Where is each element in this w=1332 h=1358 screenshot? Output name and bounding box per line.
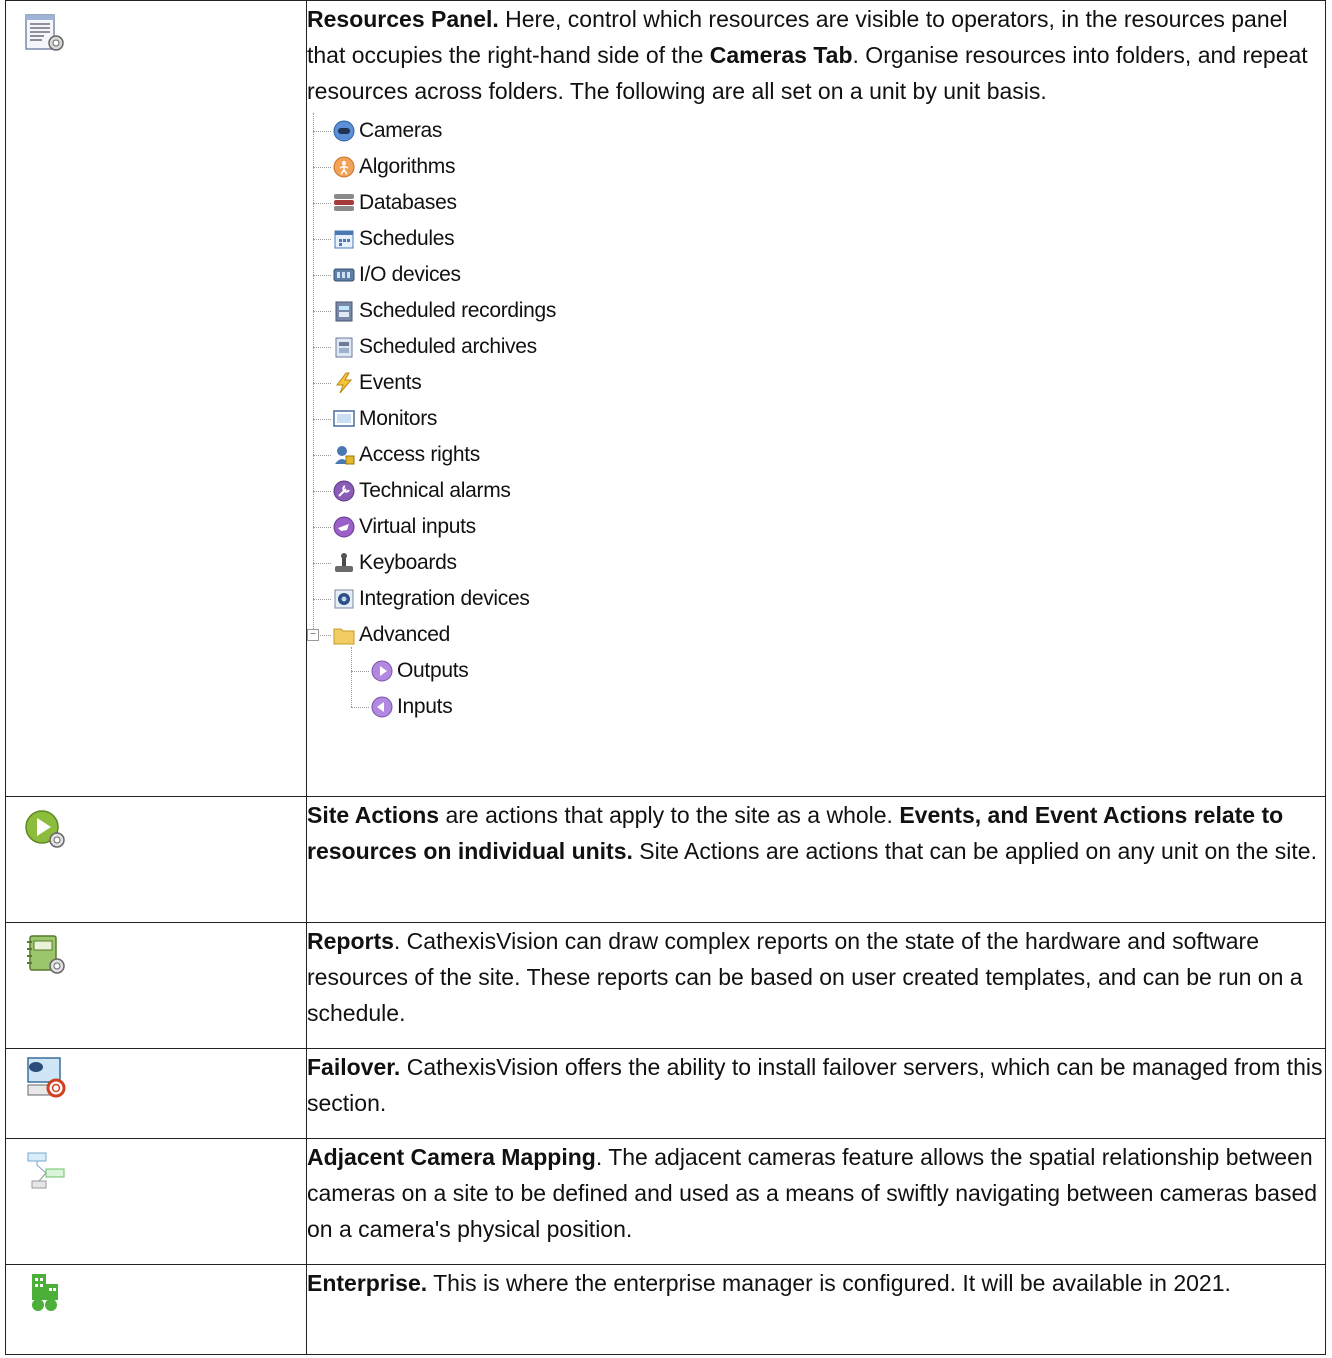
lightning-icon — [333, 372, 355, 394]
scheduled-recording-icon — [333, 300, 355, 322]
tree-item-label: I/O devices — [359, 263, 461, 286]
description-paragraph — [307, 1139, 1325, 1247]
description-cell — [307, 923, 1326, 1049]
tree-item[interactable] — [307, 113, 1325, 149]
folder-icon — [333, 624, 355, 646]
tree-item-label: Scheduled archives — [359, 335, 537, 358]
icon-cell — [6, 1, 307, 797]
description-cell — [307, 797, 1326, 923]
scheduled-archive-icon — [333, 336, 355, 358]
tree-item[interactable] — [307, 185, 1325, 221]
tree-connector — [313, 419, 331, 420]
tree-connector — [313, 527, 331, 528]
icon-cell — [6, 1049, 307, 1139]
monitor-icon — [333, 408, 355, 430]
body-text: CathexisVision offers the ability to install failover servers, which can be managed from this section. — [307, 1054, 1323, 1116]
features-table — [5, 0, 1326, 1355]
description-cell — [307, 1265, 1326, 1355]
resources-tree — [307, 113, 1325, 725]
icon-cell — [6, 1265, 307, 1355]
icon-cell — [6, 923, 307, 1049]
tree-item-label: Integration devices — [359, 587, 530, 610]
cameras-tab-text: Cameras Tab — [709, 42, 853, 68]
heading-text: Adjacent Camera Mapping — [307, 1144, 596, 1170]
camera-icon — [333, 120, 355, 142]
description-paragraph — [307, 1265, 1325, 1301]
tree-connector — [313, 167, 331, 168]
tree-item[interactable] — [307, 653, 1325, 689]
tree-item[interactable] — [307, 149, 1325, 185]
tree-connector — [351, 707, 369, 708]
tree-item-label: Algorithms — [359, 155, 456, 178]
tree-item[interactable] — [307, 545, 1325, 581]
tree-connector — [351, 671, 369, 672]
tree-item-label: Monitors — [359, 407, 438, 430]
description-cell — [307, 1, 1326, 797]
tree-branch-line — [351, 647, 352, 707]
tree-item[interactable] — [307, 329, 1325, 365]
tree-item[interactable] — [307, 473, 1325, 509]
body-text: Site Actions are actions that can be applied on any unit on the site. — [632, 838, 1317, 864]
table-row — [6, 1265, 1326, 1355]
joystick-icon — [333, 552, 355, 574]
tree-connector — [313, 275, 331, 276]
tree-connector — [313, 383, 331, 384]
body-text: Here, control which resources are visible to operators, in the resources panel that occupies the right-hand side of the — [307, 6, 1288, 68]
tree-item-label: Scheduled recordings — [359, 299, 557, 322]
site-actions-icon — [24, 807, 68, 851]
schedule-icon — [333, 228, 355, 250]
database-icon — [333, 192, 355, 214]
algorithm-icon — [333, 156, 355, 178]
tree-connector — [313, 347, 331, 348]
tree-item[interactable] — [307, 617, 1325, 653]
heading-text: Enterprise. — [307, 1270, 428, 1296]
table-row — [6, 1049, 1326, 1139]
icon-cell — [6, 1139, 307, 1265]
description-paragraph — [307, 797, 1325, 869]
tree-connector — [313, 599, 331, 600]
body-text: are actions that apply to the site as a whole. — [439, 802, 900, 828]
emphasis-text: Events, and Event Actions relate to resources on individual units. — [307, 802, 1284, 864]
tree-item-label: Events — [359, 371, 422, 394]
output-icon — [371, 660, 393, 682]
tree-item[interactable] — [307, 437, 1325, 473]
tree-item[interactable] — [307, 401, 1325, 437]
body-text: . Organise resources into folders, and repeat resources across folders. The following are all set on a unit by unit basis. — [307, 42, 1308, 104]
tree-connector — [313, 311, 331, 312]
tree-connector — [313, 239, 331, 240]
tree-item-label: Virtual inputs — [359, 515, 476, 538]
resources-panel-icon — [24, 11, 68, 55]
io-device-icon — [333, 264, 355, 286]
tree-item-label: Cameras — [359, 119, 443, 142]
tree-connector — [313, 563, 331, 564]
tree-connector — [313, 455, 331, 456]
description-paragraph — [307, 1, 1325, 109]
access-rights-icon — [333, 444, 355, 466]
tree-item[interactable] — [307, 221, 1325, 257]
tree-item-label: Outputs — [397, 659, 469, 682]
table-row — [6, 1139, 1326, 1265]
collapse-toggle[interactable]: − — [307, 629, 319, 641]
tree-item[interactable] — [307, 689, 1325, 725]
adjacent-camera-mapping-icon — [24, 1149, 68, 1193]
description-paragraph — [307, 1049, 1325, 1121]
tree-item[interactable] — [307, 509, 1325, 545]
reports-icon — [24, 933, 68, 977]
tree-item[interactable] — [307, 293, 1325, 329]
body-text: . The adjacent cameras feature allows the spatial relationship between cameras on a site to be defined and used as a means of swiftly navigating between cameras based on a camera's physical position. — [307, 1144, 1318, 1242]
description-cell — [307, 1049, 1326, 1139]
tree-connector — [313, 131, 331, 132]
integration-device-icon — [333, 588, 355, 610]
description-paragraph — [307, 923, 1325, 1031]
tree-item-label: Inputs — [397, 695, 453, 718]
tree-connector — [313, 491, 331, 492]
failover-icon — [24, 1055, 68, 1099]
description-cell — [307, 1139, 1326, 1265]
heading-text: Site Actions — [307, 802, 440, 828]
table-row — [6, 923, 1326, 1049]
tree-item-label: Advanced — [359, 623, 451, 646]
input-icon — [371, 696, 393, 718]
heading-text: Failover. — [307, 1054, 401, 1080]
enterprise-icon — [24, 1271, 68, 1315]
tree-item-label: Access rights — [359, 443, 480, 466]
pointing-hand-icon — [333, 516, 355, 538]
icon-cell — [6, 797, 307, 923]
tree-item-label: Technical alarms — [359, 479, 511, 502]
tree-item-label: Schedules — [359, 227, 455, 250]
tree-item-label: Databases — [359, 191, 457, 214]
tree-item[interactable] — [307, 257, 1325, 293]
heading-text: Reports — [307, 928, 394, 954]
body-text: This is where the enterprise manager is configured. It will be available in 2021. — [427, 1270, 1231, 1296]
tree-connector — [313, 203, 331, 204]
tree-item[interactable] — [307, 365, 1325, 401]
table-row — [6, 1, 1326, 797]
tree-item-label: Keyboards — [359, 551, 457, 574]
body-text: . CathexisVision can draw complex reports on the state of the hardware and software resources of the site. These reports can be based on user created templates, and can be run on a schedule. — [307, 928, 1303, 1026]
tree-item[interactable] — [307, 581, 1325, 617]
heading-text: Resources Panel. — [307, 6, 499, 32]
wrench-icon — [333, 480, 355, 502]
table-row — [6, 797, 1326, 923]
